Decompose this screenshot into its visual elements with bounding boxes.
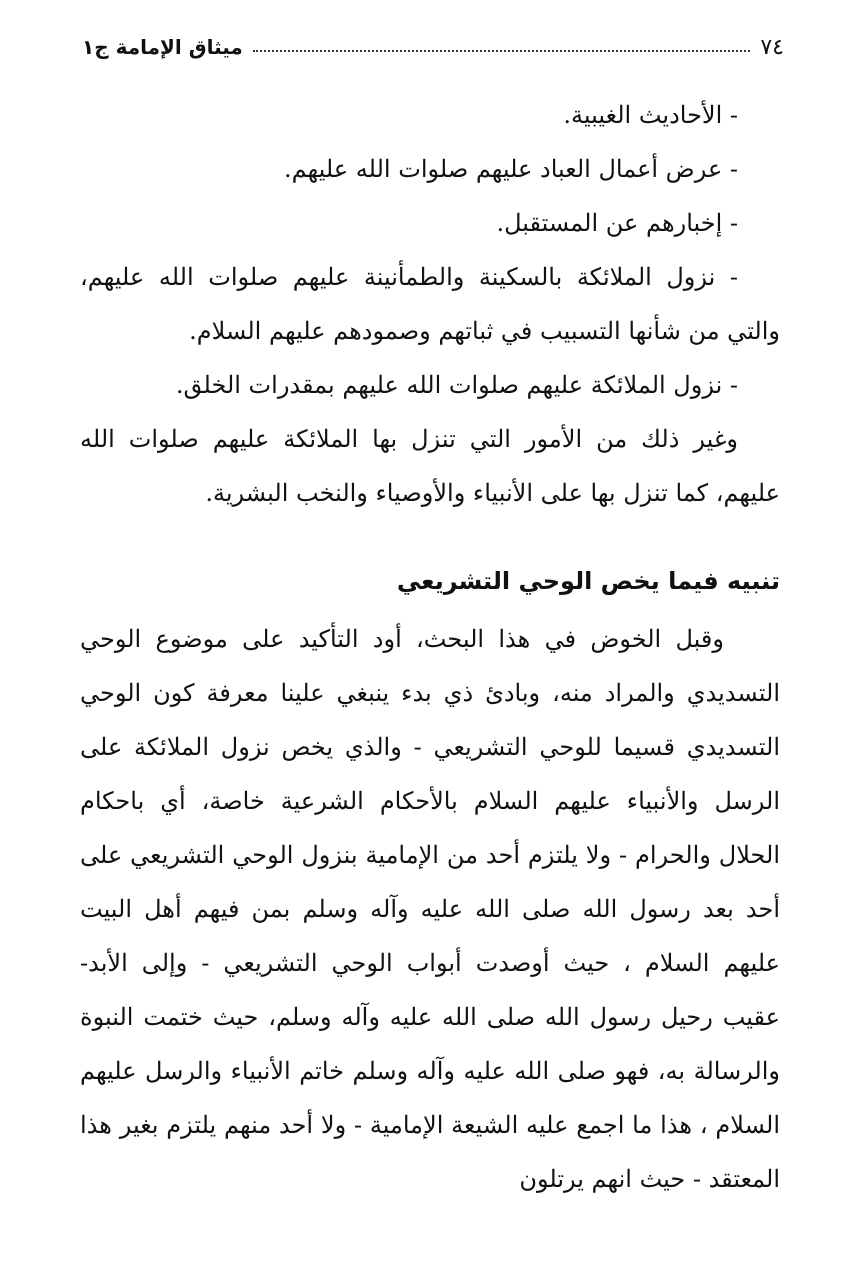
running-title: ميثاق الإمامة ج١ [82, 35, 243, 59]
bullet-item: - الأحاديث الغيبية. [563, 101, 738, 129]
header-dotted-leader [253, 50, 751, 52]
page-body [80, 88, 780, 1206]
bullet-item: - عرض أعمال العباد عليهم صلوات الله عليهم. [284, 155, 738, 183]
page-number: ٧٤ [760, 34, 784, 60]
page-header [82, 28, 784, 66]
section-heading: تنبيه فيما يخص الوحي التشريعي [396, 567, 780, 595]
section-paragraph: وقبل الخوض في هذا البحث، أود التأكيد على موضوع الوحي التسديدي والمراد منه، وبادئ ذي بدء ينبغي علينا معرفة كون الوحي التسديدي قسيما للوحي التشريعي - والذي يخص نزول الملائكة على الرسل والأنبياء عليهم السلام بالأحكام الشرعية خاصة، أي باحكام الحلال والحرام - ولا يلتزم أحد من الإمامية بنزول الوحي التشريعي على أحد بعد رسول الله صلى الله عليه وآله وسلم بمن فيهم أهل البيت عليهم السلام ، حيث أوصدت أبواب الوحي التشريعي - وإلى الأبد- عقيب رحيل رسول الله صلى الله عليه وآله وسلم، حيث ختمت النبوة والرسالة به، فهو صلى الله عليه وآله وسلم خاتم الأنبياء والرسل عليهم السلام ، هذا ما اجمع عليه الشيعة الإمامية - ولا أحد منهم يلتزم بغير هذا المعتقد - حيث انهم يرتلون [80, 625, 780, 1193]
closing-paragraph: وغير ذلك من الأمور التي تنزل بها الملائكة عليهم صلوات الله عليهم، كما تنزل بها على الأنبياء والأوصياء والنخب البشرية. [80, 425, 780, 507]
bullet-item: - نزول الملائكة عليهم صلوات الله عليهم بمقدرات الخلق. [175, 371, 738, 399]
bullet-item: - نزول الملائكة بالسكينة والطمأنينة عليهم صلوات الله عليهم، والتي من شأنها التسبيب في ثباتهم وصمودهم عليهم السلام. [80, 263, 780, 345]
bullet-item: - إخبارهم عن المستقبل. [496, 209, 738, 237]
